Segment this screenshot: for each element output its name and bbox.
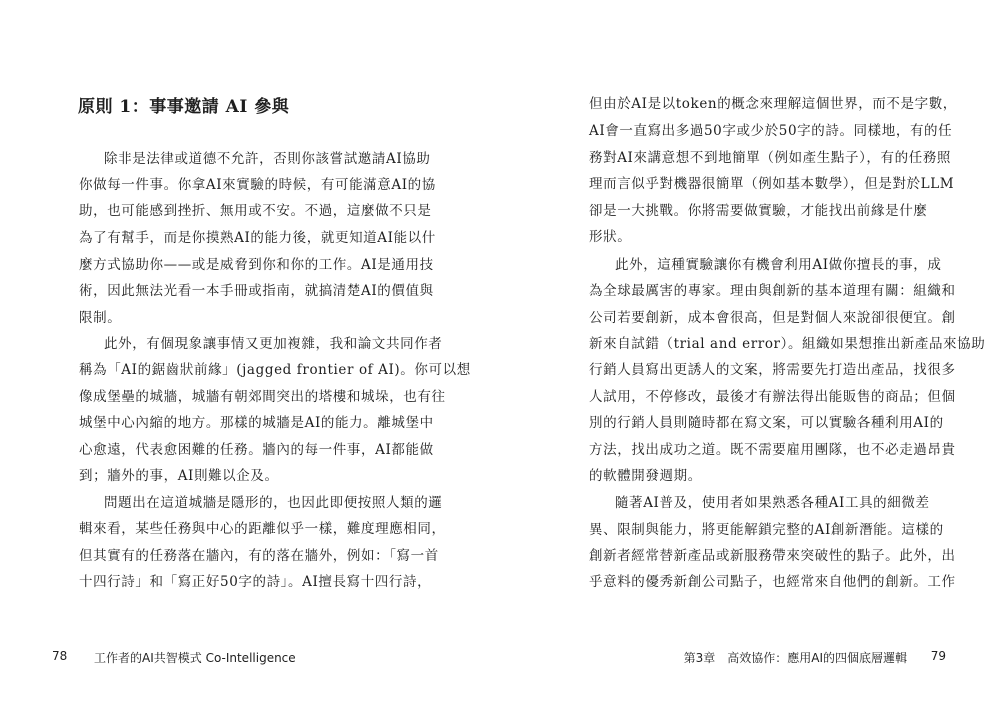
text-line: 但其實有的任務落在牆內，有的落在牆外，例如：「寫一首 bbox=[79, 548, 439, 564]
text-line: 限制。 bbox=[79, 310, 122, 326]
text-line: 到；牆外的事，AI則難以企及。 bbox=[79, 468, 279, 484]
text-line: 為全球最厲害的專家。理由與創新的基本道理有關：組織和 bbox=[589, 283, 956, 299]
chapter-title-footer: 第3章 高效協作：應用AI的四個底層邏輯 bbox=[683, 651, 907, 665]
text-line: 別的行銷人員則隨時都在寫文案，可以實驗各種利用AI的 bbox=[589, 415, 944, 431]
text-line: 問題出在這道城牆是隱形的，也因此即便按照人類的邏 bbox=[104, 495, 443, 511]
book-title-footer: 工作者的AI共智模式 Co-Intelligence bbox=[94, 651, 296, 665]
text-line: 麼方式協助你——或是威脅到你和你的工作。AI是通用技 bbox=[79, 257, 434, 273]
text-line: 除非是法律或道德不允許，否則你該嘗試邀請AI協助 bbox=[104, 151, 431, 167]
text-line: 的軟體開發週期。 bbox=[589, 468, 702, 484]
text-line: 異、限制與能力，將更能解鎖完整的AI創新潛能。這樣的 bbox=[589, 522, 944, 538]
text-line: 心愈遠，代表愈困難的任務。牆內的每一件事，AI都能做 bbox=[79, 442, 434, 458]
text-line: 務對AI來講意想不到地簡單（例如產生點子），有的任務照 bbox=[589, 150, 952, 166]
section-heading: 原則 1：事事邀請 AI 參與 bbox=[78, 97, 290, 117]
text-line: 像成堡壘的城牆，城牆有朝郊間突出的塔樓和城垛，也有往 bbox=[79, 389, 446, 405]
left-page-number: 78 bbox=[52, 649, 68, 663]
text-line: 此外，這種實驗讓你有機會利用AI做你擅長的事，成 bbox=[615, 257, 942, 273]
text-line: 你做每一件事。你拿AI來實驗的時候，有可能滿意AI的協 bbox=[79, 177, 436, 193]
text-line: 行銷人員寫出更誘人的文案，將需要先打造出產品，找很多 bbox=[589, 362, 956, 378]
text-line: 形狀。 bbox=[589, 229, 632, 245]
text-line: 公司若要創新，成本會很高，但是對個人來說卻很便宜。創 bbox=[589, 310, 956, 326]
right-page-number: 79 bbox=[930, 649, 946, 663]
text-line: 術，因此無法光看一本手冊或指南，就搞清楚AI的價值與 bbox=[79, 283, 434, 299]
text-line: 十四行詩」和「寫正好50字的詩」。AI擅長寫十四行詩， bbox=[79, 574, 432, 590]
text-line: 隨著AI普及，使用者如果熟悉各種AI工具的細微差 bbox=[615, 495, 930, 511]
text-line: 但由於AI是以token的概念來理解這個世界，而不是字數， bbox=[589, 96, 957, 112]
text-line: 城堡中心內縮的地方。那樣的城牆是AI的能力。離城堡中 bbox=[79, 415, 434, 431]
text-line: 卻是一大挑戰。你將需要做實驗，才能找出前緣是什麼 bbox=[589, 203, 928, 219]
text-line: 助，也可能感到挫折、無用或不安。不過，這麼做不只是 bbox=[79, 203, 432, 219]
text-line: 人試用，不停修改，最後才有辦法得出能販售的商品；但個 bbox=[589, 389, 956, 405]
right-page bbox=[500, 0, 1000, 710]
text-line: 輯來看，某些任務與中心的距離似乎一樣，難度理應相同， bbox=[79, 521, 446, 537]
text-line: 創新者經常替新產品或新服務帶來突破性的點子。此外，出 bbox=[589, 548, 956, 564]
text-line: AI會一直寫出多過50字或少於50字的詩。同樣地，有的任 bbox=[589, 123, 953, 139]
text-line: 稱為「AI的鋸齒狀前緣」(jagged frontier of AI)。你可以想 bbox=[79, 362, 471, 378]
text-line: 此外，有個現象讓事情又更加複雜，我和論文共同作者 bbox=[104, 336, 443, 352]
text-line: 新來自試錯（trial and error）。組織如果想推出新產品來協助 bbox=[589, 336, 986, 352]
text-line: 乎意料的優秀新創公司點子，也經常來自他們的創新。工作 bbox=[589, 574, 956, 590]
text-line: 理而言似乎對機器很簡單（例如基本數學），但是對於LLM bbox=[589, 176, 955, 192]
text-line: 為了有幫手，而是你摸熟AI的能力後，就更知道AI能以什 bbox=[79, 230, 436, 246]
text-line: 方法，找出成功之道。既不需要雇用團隊，也不必走過昂貴 bbox=[589, 442, 956, 458]
